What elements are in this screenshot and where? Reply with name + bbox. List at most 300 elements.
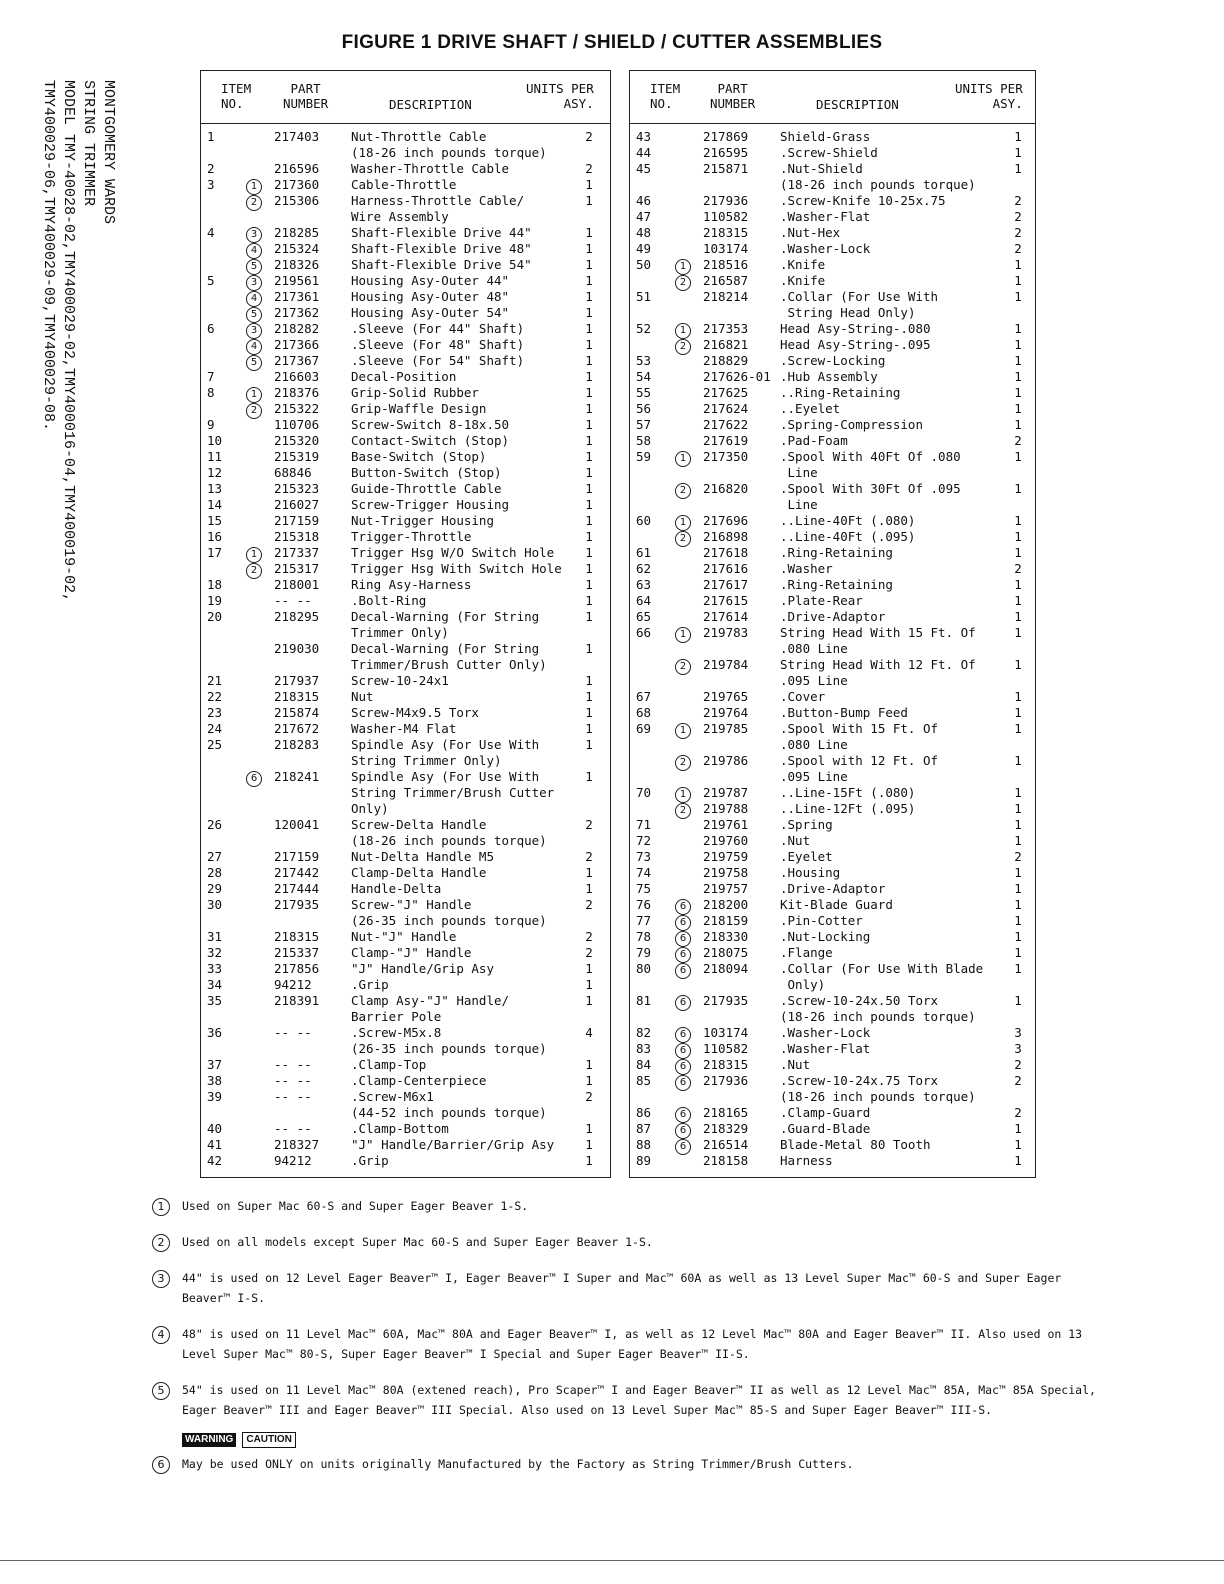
units-per-asy: 1 [585, 561, 593, 576]
table-row [201, 449, 610, 465]
table-row [630, 193, 1035, 209]
item-number: 70 [636, 785, 652, 800]
item-number: 41 [207, 1137, 223, 1152]
units-per-asy: 1 [1014, 609, 1022, 624]
description: Kit-Blade Guard [780, 897, 893, 912]
warning-labels [182, 1428, 1102, 1446]
part-number: -- -- [274, 593, 312, 608]
item-number: 13 [207, 481, 223, 496]
item-number: 51 [636, 289, 652, 304]
part-number: 110706 [274, 417, 320, 432]
units-per-asy: 1 [1014, 145, 1022, 160]
units-per-asy: 1 [1014, 865, 1022, 880]
description: Decal-Warning (For String Trimmer/Brush Cutter Only) [351, 641, 547, 672]
item-number: 75 [636, 881, 652, 896]
table-row [630, 1105, 1035, 1121]
table-row [201, 561, 610, 577]
footnote-ref: 6 [675, 1027, 691, 1043]
table-row [630, 625, 1035, 657]
part-number: 216587 [703, 273, 749, 288]
item-number: 73 [636, 849, 652, 864]
description: Decal-Position [351, 369, 457, 384]
description: Washer-Throttle Cable [351, 161, 510, 176]
units-per-asy: 2 [1014, 849, 1022, 864]
part-number: 217624 [703, 401, 749, 416]
table-row [630, 753, 1035, 785]
part-number: 216514 [703, 1137, 749, 1152]
part-number: 219787 [703, 785, 749, 800]
units-per-asy: 1 [585, 881, 593, 896]
description: Nut-Delta Handle M5 [351, 849, 494, 864]
description: .Clamp-Centerpiece [351, 1073, 487, 1088]
item-number: 26 [207, 817, 223, 832]
units-per-asy: 1 [585, 961, 593, 976]
table-row [630, 401, 1035, 417]
sidebar-line: STRING TRIMMER [80, 80, 97, 207]
table-row [630, 145, 1035, 161]
part-number: 110582 [703, 209, 749, 224]
table-body [630, 129, 1035, 1169]
description: .Bolt-Ring [351, 593, 427, 608]
units-per-asy: 1 [585, 1073, 593, 1088]
description: Screw-Delta Handle (18-26 inch pounds torque) [351, 817, 547, 848]
item-number: 88 [636, 1137, 652, 1152]
description: Nut-Trigger Housing [351, 513, 494, 528]
header-description: DESCRIPTION [816, 97, 899, 112]
item-number: 39 [207, 1089, 223, 1104]
item-number: 24 [207, 721, 223, 736]
footnote-ref: 1 [675, 627, 691, 643]
footnote-6 [152, 1454, 1102, 1474]
item-number: 72 [636, 833, 652, 848]
description: .Screw-10-24x.50 Torx (18-26 inch pounds torque) [780, 993, 976, 1024]
description: .Washer-Flat [780, 209, 871, 224]
part-number: 216595 [703, 145, 749, 160]
item-number: 4 [207, 225, 215, 240]
units-per-asy: 1 [1014, 945, 1022, 960]
units-per-asy: 1 [1014, 785, 1022, 800]
item-number: 67 [636, 689, 652, 704]
table-row [630, 241, 1035, 257]
units-per-asy: 1 [1014, 545, 1022, 560]
item-number: 74 [636, 865, 652, 880]
description: ..Ring-Retaining [780, 385, 901, 400]
note-marker [246, 769, 268, 787]
item-number: 57 [636, 417, 652, 432]
description: Harness-Throttle Cable/ Wire Assembly [351, 193, 525, 224]
units-per-asy: 2 [585, 929, 593, 944]
part-number: 217626-01 [703, 369, 771, 384]
units-per-asy: 2 [1014, 433, 1022, 448]
item-number: 15 [207, 513, 223, 528]
table-row [630, 513, 1035, 529]
item-number: 43 [636, 129, 652, 144]
table-row [630, 945, 1035, 961]
units-per-asy: 1 [1014, 993, 1022, 1008]
part-number: 217937 [274, 673, 320, 688]
table-row [201, 161, 610, 177]
part-number: 217672 [274, 721, 320, 736]
units-per-asy: 1 [1014, 273, 1022, 288]
table-row [630, 529, 1035, 545]
units-per-asy: 1 [585, 737, 593, 752]
description: .Spool With 40Ft Of .080 Line [780, 449, 961, 480]
part-number: 217618 [703, 545, 749, 560]
footnote-ref: 3 [246, 227, 262, 243]
table-row [630, 657, 1035, 689]
description: Shaft-Flexible Drive 44" [351, 225, 532, 240]
description: .Spool With 15 Ft. Of .080 Line [780, 721, 939, 752]
description: .Cover [780, 689, 826, 704]
item-number: 23 [207, 705, 223, 720]
item-number: 80 [636, 961, 652, 976]
units-per-asy: 1 [585, 577, 593, 592]
item-number: 77 [636, 913, 652, 928]
description: Harness [780, 1153, 833, 1168]
part-number: 215324 [274, 241, 320, 256]
item-number: 49 [636, 241, 652, 256]
item-number: 31 [207, 929, 223, 944]
units-per-asy: 1 [585, 1057, 593, 1072]
units-per-asy: 1 [585, 465, 593, 480]
description: Grip-Waffle Design [351, 401, 487, 416]
part-number: 217614 [703, 609, 749, 624]
table-row [630, 593, 1035, 609]
table-row [630, 561, 1035, 577]
table-row [630, 449, 1035, 481]
footnote-ref: 1 [246, 547, 262, 563]
footnote-ref: 2 [675, 275, 691, 291]
units-per-asy: 1 [585, 705, 593, 720]
table-row [630, 161, 1035, 193]
header-description: DESCRIPTION [389, 97, 472, 112]
footnote-ref: 6 [675, 1059, 691, 1075]
part-number: 218376 [274, 385, 320, 400]
units-per-asy: 1 [1014, 625, 1022, 640]
item-number: 78 [636, 929, 652, 944]
footnote-ref: 6 [675, 963, 691, 979]
footnote-ref: 6 [675, 1123, 691, 1139]
units-per-asy: 1 [585, 769, 593, 784]
description: .Sleeve (For 54" Shaft) [351, 353, 525, 368]
item-number: 33 [207, 961, 223, 976]
footnote-ref: 5 [246, 355, 262, 371]
note-marker [675, 657, 697, 675]
units-per-asy: 1 [1014, 257, 1022, 272]
description: .Nut [780, 1057, 811, 1072]
footnote-text: Used on Super Mac 60-S and Super Eager Beaver 1-S. [182, 1199, 529, 1213]
units-per-asy: 1 [585, 545, 593, 560]
footnote-ref: 3 [246, 323, 262, 339]
units-per-asy: 1 [1014, 129, 1022, 144]
part-number: 216898 [703, 529, 749, 544]
description: .Collar (For Use With Blade Only) [780, 961, 984, 992]
units-per-asy: 1 [1014, 513, 1022, 528]
table-row [630, 1121, 1035, 1137]
units-per-asy: 1 [585, 417, 593, 432]
table-row [630, 817, 1035, 833]
part-number: 217362 [274, 305, 320, 320]
footnote-ref: 6 [675, 995, 691, 1011]
header-item: ITEM NO. [221, 81, 252, 111]
part-number: 218295 [274, 609, 320, 624]
table-row [630, 801, 1035, 817]
units-per-asy: 1 [585, 993, 593, 1008]
item-number: 68 [636, 705, 652, 720]
description: ..Line-12Ft (.095) [780, 801, 916, 816]
footnote-2 [152, 1232, 1102, 1252]
part-number: 215323 [274, 481, 320, 496]
table-row [630, 577, 1035, 593]
table-row [201, 689, 610, 705]
table-row [630, 257, 1035, 273]
item-number: 71 [636, 817, 652, 832]
units-per-asy: 1 [1014, 529, 1022, 544]
table-row [201, 545, 610, 561]
item-number: 16 [207, 529, 223, 544]
description: .Knife [780, 257, 826, 272]
units-per-asy: 1 [1014, 385, 1022, 400]
sidebar-line: TMY400029-06,TMY400029-09,TMY400029-08. [40, 80, 57, 432]
footnote-text: 48" is used on 11 Level Mac™ 60A, Mac™ 80A and Eager Beaver™ I, as well as 12 Level Mac™ 80A and Eager Beaver™ II. Also used on 13 Level Super Mac™ 80-S, Super Eager Beaver™ I Special and Super Eager Beaver™ II-S. [182, 1327, 1083, 1361]
footnote-ref: 2 [675, 483, 691, 499]
part-number: 217622 [703, 417, 749, 432]
description: Nut-Throttle Cable (18-26 inch pounds torque) [351, 129, 547, 160]
footnote-ref: 6 [675, 915, 691, 931]
description: .Screw-M6x1 (44-52 inch pounds torque) [351, 1089, 547, 1120]
table-row [630, 289, 1035, 321]
part-number: 215322 [274, 401, 320, 416]
description: .Spring-Compression [780, 417, 923, 432]
item-number: 28 [207, 865, 223, 880]
units-per-asy: 1 [585, 305, 593, 320]
footnote-ref: 1 [246, 387, 262, 403]
units-per-asy: 1 [1014, 705, 1022, 720]
note-marker [675, 449, 697, 467]
description: .Flange [780, 945, 833, 960]
item-number: 9 [207, 417, 215, 432]
part-number: 94212 [274, 977, 312, 992]
units-per-asy: 3 [1014, 1025, 1022, 1040]
item-number: 63 [636, 577, 652, 592]
description: Clamp Asy-"J" Handle/ Barrier Pole [351, 993, 510, 1024]
units-per-asy: 1 [1014, 929, 1022, 944]
table-row [630, 1137, 1035, 1153]
footnote-ref: 6 [675, 947, 691, 963]
part-number: 120041 [274, 817, 320, 832]
units-per-asy: 1 [585, 337, 593, 352]
units-per-asy: 1 [1014, 593, 1022, 608]
description: .Screw-10-24x.75 Torx (18-26 inch pounds torque) [780, 1073, 976, 1104]
table-row [201, 737, 610, 769]
part-number: 218075 [703, 945, 749, 960]
description: Shield-Grass [780, 129, 871, 144]
item-number: 17 [207, 545, 223, 560]
part-number: 217616 [703, 561, 749, 576]
units-per-asy: 1 [1014, 321, 1022, 336]
part-number: 218315 [274, 689, 320, 704]
description: .Drive-Adaptor [780, 881, 886, 896]
item-number: 85 [636, 1073, 652, 1088]
units-per-asy: 1 [1014, 753, 1022, 768]
warning-label: WARNING [182, 1433, 236, 1447]
footnote-marker: 3 [152, 1270, 170, 1288]
part-number: 217935 [703, 993, 749, 1008]
table-row [201, 817, 610, 849]
description: Screw-Trigger Housing [351, 497, 510, 512]
footnote-ref: 6 [675, 1075, 691, 1091]
units-per-asy: 1 [585, 273, 593, 288]
part-number: 219786 [703, 753, 749, 768]
part-number: 217403 [274, 129, 320, 144]
part-number: 218158 [703, 1153, 749, 1168]
note-marker [246, 193, 268, 211]
part-number: 218200 [703, 897, 749, 912]
part-number: 218315 [703, 225, 749, 240]
units-per-asy: 1 [1014, 1153, 1022, 1168]
item-number: 84 [636, 1057, 652, 1072]
item-number: 2 [207, 161, 215, 176]
description: Cable-Throttle [351, 177, 457, 192]
table-row [201, 1089, 610, 1121]
item-number: 10 [207, 433, 223, 448]
table-row [630, 865, 1035, 881]
item-number: 86 [636, 1105, 652, 1120]
description: .Spool With 30Ft Of .095 Line [780, 481, 961, 512]
item-number: 35 [207, 993, 223, 1008]
part-number: 215318 [274, 529, 320, 544]
bottom-rule [0, 1560, 1224, 1561]
table-row [201, 433, 610, 449]
item-number: 12 [207, 465, 223, 480]
footnote-ref: 5 [246, 307, 262, 323]
units-per-asy: 2 [585, 897, 593, 912]
part-number: 219761 [703, 817, 749, 832]
units-per-asy: 1 [1014, 1121, 1022, 1136]
description: .Screw-M5x.8 (26-35 inch pounds torque) [351, 1025, 547, 1056]
units-per-asy: 2 [1014, 1105, 1022, 1120]
units-per-asy: 1 [1014, 913, 1022, 928]
table-row [630, 337, 1035, 353]
footnote-5 [152, 1380, 1102, 1420]
item-number: 38 [207, 1073, 223, 1088]
units-per-asy: 1 [585, 193, 593, 208]
sidebar-line: MONTGOMERY WARDS [100, 80, 117, 225]
part-number: 215306 [274, 193, 320, 208]
part-number: 217367 [274, 353, 320, 368]
units-per-asy: 1 [585, 641, 593, 656]
item-number: 37 [207, 1057, 223, 1072]
table-row [201, 273, 610, 289]
item-number: 42 [207, 1153, 223, 1168]
item-number: 45 [636, 161, 652, 176]
table-row [201, 929, 610, 945]
footnote-ref: 1 [675, 323, 691, 339]
part-number: 217936 [703, 1073, 749, 1088]
part-number: 219561 [274, 273, 320, 288]
footnote-ref: 3 [246, 275, 262, 291]
part-number: 215874 [274, 705, 320, 720]
header-units: UNITS PER ASY. [955, 81, 1023, 111]
footnote-ref: 6 [675, 899, 691, 915]
part-number: 218285 [274, 225, 320, 240]
part-number: 216603 [274, 369, 320, 384]
model-sidebar [28, 80, 118, 602]
table-row [630, 721, 1035, 753]
description: Washer-M4 Flat [351, 721, 457, 736]
part-number: 218391 [274, 993, 320, 1008]
units-per-asy: 2 [585, 1089, 593, 1104]
footnote-marker: 5 [152, 1382, 170, 1400]
header-item: ITEM NO. [650, 81, 681, 111]
table-row [630, 705, 1035, 721]
item-number: 60 [636, 513, 652, 528]
table-row [630, 881, 1035, 897]
description: Shaft-Flexible Drive 54" [351, 257, 532, 272]
footnote-ref: 4 [246, 291, 262, 307]
table-row [630, 545, 1035, 561]
units-per-asy: 1 [585, 257, 593, 272]
part-number: 217442 [274, 865, 320, 880]
part-number: 217159 [274, 513, 320, 528]
footnote-marker: 2 [152, 1234, 170, 1252]
table-row [630, 433, 1035, 449]
units-per-asy: 1 [1014, 353, 1022, 368]
item-number: 54 [636, 369, 652, 384]
part-number: 216027 [274, 497, 320, 512]
part-number: 217696 [703, 513, 749, 528]
item-number: 82 [636, 1025, 652, 1040]
table-row [630, 369, 1035, 385]
table-body [201, 129, 610, 1169]
item-number: 48 [636, 225, 652, 240]
item-number: 6 [207, 321, 215, 336]
table-row [630, 913, 1035, 929]
description: Housing Asy-Outer 54" [351, 305, 510, 320]
table-row [201, 1121, 610, 1137]
item-number: 83 [636, 1041, 652, 1056]
table-row [201, 977, 610, 993]
description: .Screw-Knife 10-25x.75 [780, 193, 946, 208]
units-per-asy: 1 [585, 401, 593, 416]
part-number: 219765 [703, 689, 749, 704]
table-row [201, 673, 610, 689]
units-per-asy: 2 [585, 129, 593, 144]
units-per-asy: 3 [1014, 1041, 1022, 1056]
table-row [201, 609, 610, 641]
description: "J" Handle/Grip Asy [351, 961, 494, 976]
table-row [630, 209, 1035, 225]
table-row [201, 465, 610, 481]
units-per-asy: 1 [585, 369, 593, 384]
units-per-asy: 1 [1014, 289, 1022, 304]
part-number: 217856 [274, 961, 320, 976]
part-number: 217350 [703, 449, 749, 464]
description: .Knife [780, 273, 826, 288]
part-number: 217361 [274, 289, 320, 304]
table-row [630, 353, 1035, 369]
part-number: 219757 [703, 881, 749, 896]
units-per-asy: 1 [1014, 1137, 1022, 1152]
description: Guide-Throttle Cable [351, 481, 502, 496]
table-row [201, 529, 610, 545]
note-marker [675, 625, 697, 643]
description: .Nut-Shield (18-26 inch pounds torque) [780, 161, 976, 192]
units-per-asy: 1 [585, 177, 593, 192]
part-number: 218159 [703, 913, 749, 928]
table-row [201, 1073, 610, 1089]
part-number: 218282 [274, 321, 320, 336]
